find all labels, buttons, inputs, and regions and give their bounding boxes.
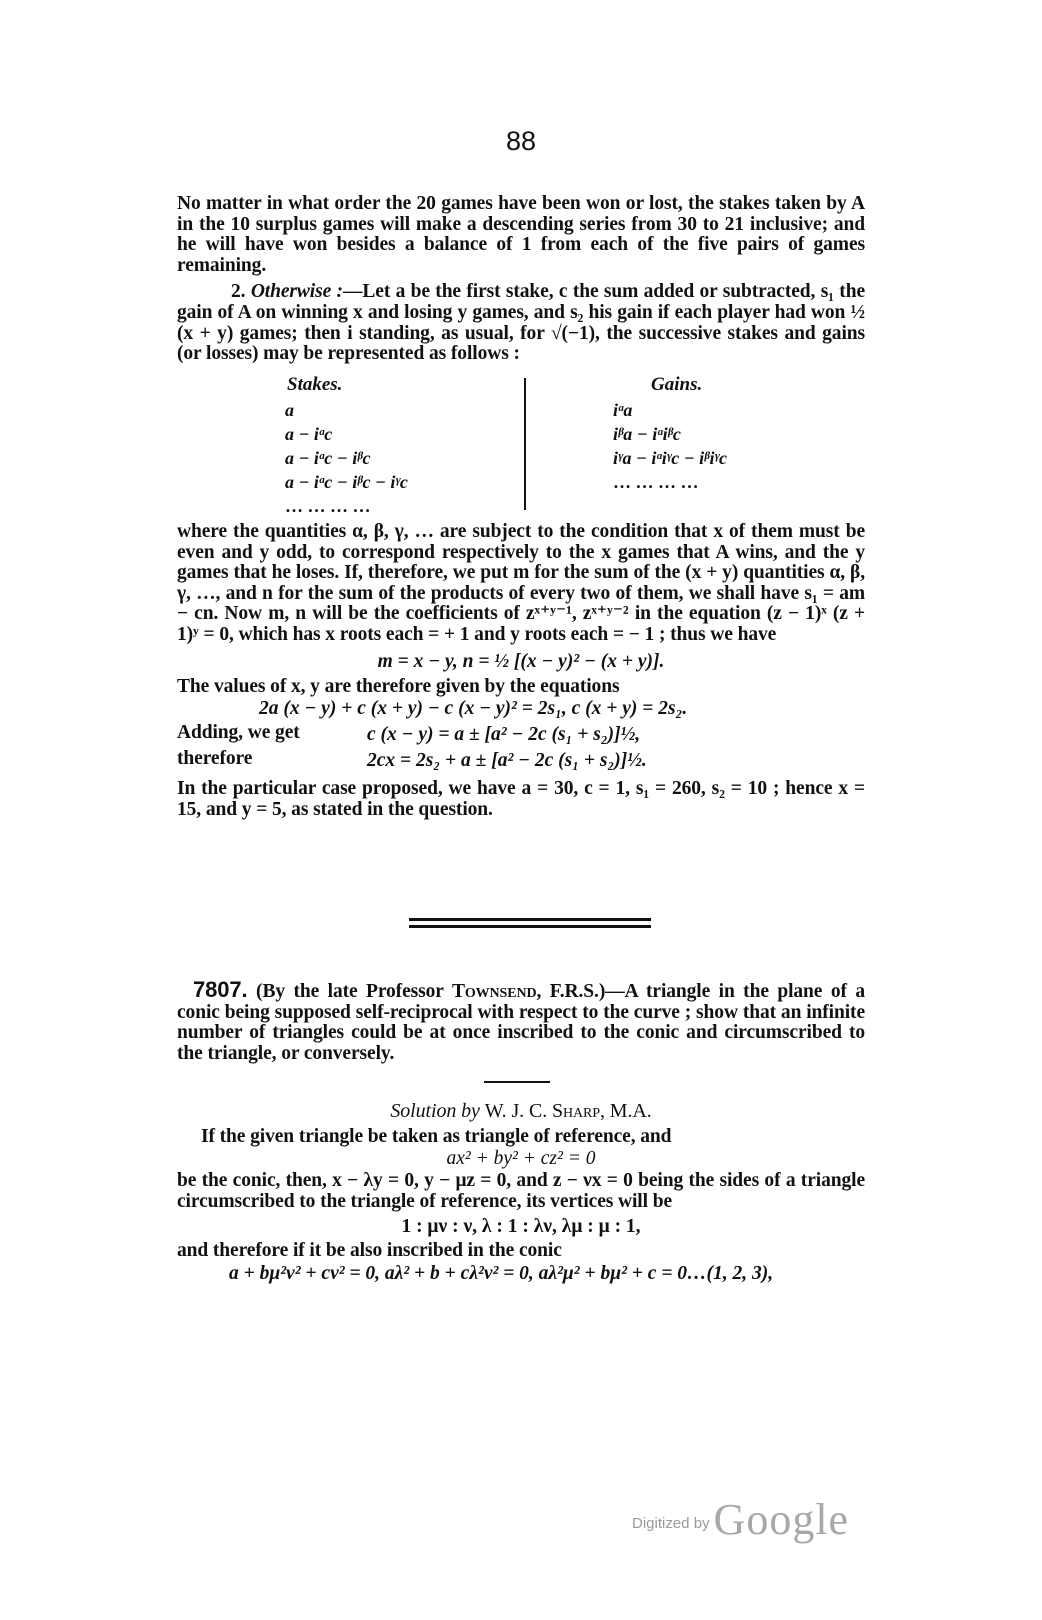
question-7807 xyxy=(177,977,865,1064)
question-number: 7807. xyxy=(193,977,248,1002)
stakes-row: … … … … xyxy=(285,496,371,516)
equation-therefore-row xyxy=(177,749,865,773)
question-attribution-post: , F.R.S.) xyxy=(536,981,606,1002)
paragraph-stakes-series: No matter in what order the 20 games have been won or lost, the stakes taken by A in the 10 surplus games will make a descending series from 30 to 21 inclusive; and he will have won besides a balance of 1 from each of the five pairs of games remaining. xyxy=(177,193,865,276)
section-derivation xyxy=(177,522,865,820)
google-logo: Google xyxy=(713,1495,850,1544)
equation-conic: ax² + by² + cz² = 0 xyxy=(446,1148,596,1170)
gains-header: Gains. xyxy=(651,374,703,395)
paragraph-values: The values of x, y are therefore given by the equations xyxy=(177,675,620,697)
equation-adding-row xyxy=(177,723,865,747)
gains-row: iᵝa − iᵅiᵝc xyxy=(613,424,681,444)
equation-m-n: m = x − y, n = ½ [(x − y)² − (x + y)]. xyxy=(377,650,665,672)
solution-author: W. J. C. Sharp xyxy=(484,1100,600,1122)
paragraph-conic-sides: be the conic, then, x − λy = 0, y − μz = 0, and z − νx = 0 being the sides of a triangle circumscribed to the triangle of reference, its vertices will be xyxy=(177,1170,865,1212)
adding-label: Adding, we get xyxy=(177,722,300,744)
gains-row: iᵅa xyxy=(613,400,633,420)
short-rule xyxy=(484,1081,550,1083)
question-author: Townsend xyxy=(451,981,537,1002)
equation-vertices: 1 : μν : ν, λ : 1 : λν, λμ : μ : 1, xyxy=(401,1216,641,1238)
stakes-row: a − iᵅc xyxy=(285,424,333,444)
equation-adding: c (x − y) = a ± [a² − 2c (s₁ + s₂)]½, xyxy=(367,724,641,746)
question-body: —A triangle in the plane of a conic being supposed self-reciprocal with respect to the curve ; show that an infinite number of triangles could be at once inscribed to the conic and circumscribed to the triangle, or conversely. xyxy=(177,981,865,1064)
gains-row: … … … … xyxy=(613,472,699,492)
google-watermark xyxy=(632,1494,849,1545)
question-attribution-pre: (By the late Professor xyxy=(256,981,452,1002)
solution-byline xyxy=(177,1101,865,1122)
table-divider xyxy=(524,378,526,510)
paragraph-quantities: where the quantities α, β, γ, … are subject to the condition that x of them must be even and y odd, to correspond respectively to the x games that A wins, and the y games that he loses. If, therefore, we put m for the sum of the (x + y) quantities α, β, γ, …, and n for the sum of the products of every two of them, we shall have s₁ = am − cn. Now m, n will be the coefficients of zˣ⁺ʸ⁻¹, zˣ⁺ʸ⁻² in the equation (z − 1)ˣ (z + 1)ʸ = 0, which has x roots each = + 1 and y roots each = − 1 ; thus we have xyxy=(177,521,865,645)
stakes-row: a − iᵅc − iᵝc xyxy=(285,448,371,468)
otherwise-text: —Let a be the first stake, c the sum added or subtracted, s₁ the gain of A on winning x and losing y games, and s₂ his gain if each player had won ½ (x + y) games; then i standing, as usual, for √(−1), the successive stakes and gains (or losses) may be represented as follows : xyxy=(177,281,865,365)
gains-row: iᵞa − iᵅiᵞc − iᵝiᵞc xyxy=(613,448,727,468)
para-lead: 2. xyxy=(231,281,251,303)
stakes-gains-table xyxy=(283,374,803,514)
watermark-prefix: Digitized by xyxy=(632,1515,710,1532)
paragraph-otherwise xyxy=(177,282,865,364)
section-continuation xyxy=(177,194,865,365)
page-number: 88 xyxy=(505,126,537,156)
paragraph-triangle-reference: If the given triangle be taken as triangle of reference, and xyxy=(201,1125,672,1147)
equation-therefore: 2cx = 2s₂ + a ± [a² − 2c (s₁ + s₂)]½. xyxy=(367,750,647,772)
double-rule-bottom xyxy=(409,925,651,928)
therefore-label: therefore xyxy=(177,748,253,770)
equation-conditions: a + bμ²ν² + cν² = 0, aλ² + b + cλ²ν² = 0, aλ²μ² + bμ² + c = 0…(1, 2, 3), xyxy=(229,1262,774,1284)
question-text xyxy=(177,977,865,1064)
double-rule-top xyxy=(409,918,651,921)
otherwise-label: Otherwise : xyxy=(250,281,343,303)
paragraph-particular-case: In the particular case proposed, we have a = 30, c = 1, s₁ = 260, s₂ = 10 ; hence x = 15, and y = 5, as stated in the question. xyxy=(177,778,865,820)
solution-degree: , M.A. xyxy=(599,1100,652,1122)
stakes-row: a − iᵅc − iᵝc − iᵞc xyxy=(285,472,408,492)
equation-system: 2a (x − y) + c (x + y) − c (x − y)² = 2s₁, c (x + y) = 2s₂. xyxy=(259,698,688,720)
solution xyxy=(177,1101,865,1286)
stakes-header: Stakes. xyxy=(287,374,343,395)
paragraph-inscribed: and therefore if it be also inscribed in the conic xyxy=(177,1240,562,1262)
stakes-row: a xyxy=(285,400,294,420)
solution-by-label: Solution by xyxy=(390,1100,480,1122)
